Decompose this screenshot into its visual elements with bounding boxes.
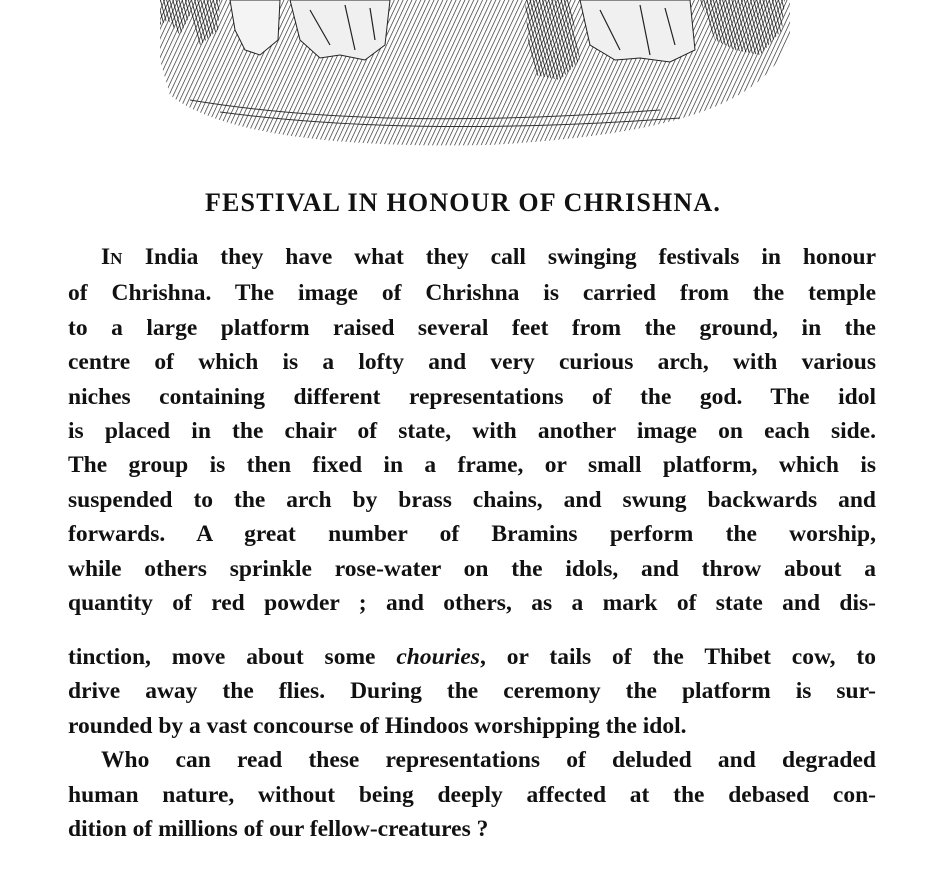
text-line: to a large platform raised several feet from the ground, in the: [68, 314, 876, 341]
paragraph-1-continued: [68, 640, 876, 846]
text-line: rounded by a vast concourse of Hindoos worshipping the idol.: [68, 712, 687, 739]
text-line: quantity of red powder ; and others, as a mark of state and dis-: [68, 590, 876, 617]
text-line: is placed in the chair of state, with another image on each side.: [68, 418, 876, 445]
text-line: centre of which is a lofty and very curious arch, with various: [68, 349, 876, 376]
text-line: The group is then fixed in a frame, or small platform, which is: [68, 452, 876, 479]
text-line: dition of millions of our fellow-creatures ?: [68, 816, 489, 843]
text-line: suspended to the arch by brass chains, and swung backwards and: [68, 486, 876, 513]
engraved-festival-crowd-illustration: [160, 0, 790, 150]
dropcap: [101, 244, 123, 270]
text-line-content: , or tails of the Thibet cow, to: [479, 644, 877, 670]
text-line-content: India they have what they call swinging festivals in honour: [144, 244, 876, 270]
dropcap-rest: N: [110, 249, 123, 268]
text-line: of Chrishna. The image of Chrishna is carried from the temple: [68, 280, 876, 307]
page-title: FESTIVAL IN HONOUR OF CHRISHNA.: [204, 188, 722, 217]
italic-word: chouries: [396, 644, 480, 670]
dropcap-initial: I: [101, 244, 111, 270]
text-line: [68, 240, 876, 276]
text-line-content: tinction, move about some: [68, 644, 376, 670]
text-line: forwards. A great number of Bramins perform the worship,: [68, 521, 876, 548]
text-line: while others sprinkle rose-water on the idols, and throw about a: [68, 555, 876, 582]
text-line: Who can read these representations of deluded and degraded: [101, 747, 876, 774]
text-line: drive away the flies. During the ceremony the platform is sur-: [68, 678, 876, 705]
text-line: [68, 640, 876, 674]
paragraph-1: [68, 240, 876, 620]
text-line: human nature, without being deeply affected at the debased con-: [68, 781, 876, 808]
text-line: niches containing different representations of the god. The idol: [68, 383, 876, 410]
